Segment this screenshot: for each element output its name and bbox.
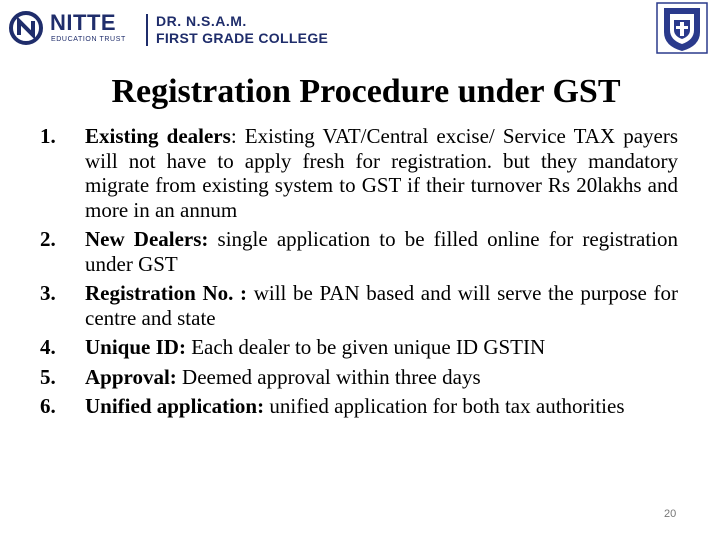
nitte-logo-icon	[8, 10, 44, 46]
slide-header	[0, 0, 720, 60]
college-name-line2: FIRST GRADE COLLEGE	[156, 30, 329, 46]
item-number: 6.	[40, 394, 56, 418]
list-item	[40, 124, 678, 222]
college-crest-icon	[656, 2, 708, 54]
item-number: 4.	[40, 335, 56, 359]
item-lead: Existing dealers	[85, 124, 231, 148]
item-number: 1.	[40, 124, 56, 148]
list-item	[40, 365, 678, 390]
college-name-line1: DR. N.S.A.M.	[156, 13, 247, 29]
item-lead: New Dealers:	[85, 227, 209, 251]
list-item	[40, 335, 678, 360]
item-text: Each dealer to be given unique ID GSTIN	[185, 335, 546, 359]
org-name: NITTE	[50, 10, 117, 35]
item-text: single application to be filled online for registration under GST	[85, 227, 678, 276]
item-lead: Registration No. :	[85, 281, 248, 305]
org-subtitle: EDUCATION TRUST	[51, 36, 126, 43]
header-divider	[146, 14, 148, 46]
list-item	[40, 281, 678, 330]
item-number: 2.	[40, 227, 56, 251]
item-text: Deemed approval within three days	[176, 364, 481, 389]
slide-title: Registration Procedure under GST	[111, 73, 621, 110]
item-number: 3.	[40, 281, 56, 305]
item-lead: Unique ID:	[85, 335, 186, 359]
page-number: 20	[664, 508, 677, 520]
item-lead: Approval:	[85, 364, 177, 389]
item-lead: Unified application:	[85, 394, 265, 418]
item-text: : Existing VAT/Central excise/ Service TAX payers will not have to apply fresh for registration. but they mandatory migrate from existing system to GST if their turnover Rs 20lakhs and more in an annum	[85, 124, 679, 222]
item-text: will be PAN based and will serve the purpose for centre and state	[85, 281, 679, 330]
item-text: unified application for both tax authorities	[264, 394, 625, 418]
list-item	[40, 394, 678, 419]
list-item	[40, 227, 678, 276]
item-number: 5.	[40, 364, 56, 389]
registration-steps-list	[40, 124, 678, 419]
